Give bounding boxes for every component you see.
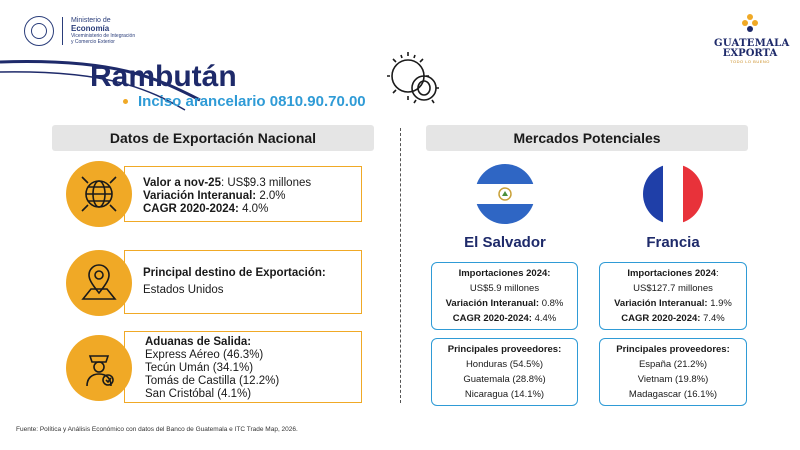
ministry-line2: Economía [71,24,110,33]
markets-header: Mercados Potenciales [426,125,748,151]
destination-label: Principal destino de Exportación: [143,267,326,279]
export-value-value: : US$9.3 millones [220,177,312,189]
cagr-value: 7.4% [700,313,725,324]
export-value-card [124,166,362,222]
imports-value: US$5.9 millones [469,283,540,294]
ministry-line4: y Comercio Exterior [71,39,115,45]
page-title: Rambután [90,60,237,93]
country-name: El Salvador [464,234,546,251]
el-salvador-flag [475,164,535,224]
ministry-line3: Viceministerio de Integración [71,33,136,39]
guatemala-exporta-logo [714,12,790,64]
source-footnote: Fuente: Política y Análisis Económico con datos del Banco de Guatemala e ITC Trade Map, 2026. [16,426,298,433]
brand-line1: GUATEMALA [714,38,790,49]
country-name: Francia [646,234,700,251]
supplier-item: España (21.2%) [638,359,708,370]
customs-label: Aduanas de Salida: [145,336,252,348]
imports-label: Importaciones 2024 [627,268,717,279]
cagr-label: CAGR 2020-2024: [452,313,532,324]
map-pin-icon [77,261,121,305]
market-suppliers-box [599,338,747,406]
market-stats-box: Importaciones 2024: US$127.7 millones Variación Interanual: 1.9% CAGR 2020-2024: 7.4% [599,262,747,330]
map-pin-icon-circle [66,250,132,316]
customs-icon-circle [66,335,132,401]
page-subtitle: Inciso arancelario 0810.90.70.00 [138,93,366,110]
customs-item: San Cristóbal (4.1%) [145,388,252,400]
brand-mark-icon [739,12,761,34]
rambutan-icon [386,48,442,108]
variation-value: 0.8% [539,298,564,309]
export-cagr-value: 4.0% [238,203,269,215]
customs-item: Tomás de Castilla (12.2%) [145,375,280,387]
export-value-row [143,177,361,190]
imports-label: Importaciones 2024: [458,268,551,279]
export-data-header: Datos de Exportación Nacional [52,125,374,151]
export-cagr-label: CAGR 2020-2024: [143,203,239,215]
globe-icon-circle [66,161,132,227]
customs-item: Express Aéreo (46.3%) [145,349,264,361]
cagr-label: CAGR 2020-2024: [621,313,701,324]
export-value-label: Valor a nov-25 [143,177,221,189]
subtitle-bullet [123,99,128,104]
france-flag [643,164,703,224]
variation-label: Variación Interanual: [445,298,540,309]
supplier-item: Guatemala (28.8%) [463,374,546,385]
supplier-item: Vietnam (19.8%) [637,374,709,385]
destination-card [124,250,362,314]
section-divider [400,128,401,403]
brand-line3: TODO LO BUENO [730,59,770,64]
export-cagr-row [143,203,361,216]
ministry-logo [24,16,135,46]
guatemala-seal-icon [24,16,54,46]
export-variation-value: 2.0% [256,190,286,202]
market-suppliers-box [431,338,578,406]
destination-value: Estados Unidos [143,284,224,296]
export-variation-row [143,190,361,203]
supplier-item: Madagascar (16.1%) [628,389,718,400]
supplier-item: Nicaragua (14.1%) [464,389,545,400]
variation-value: 1.9% [707,298,732,309]
cagr-value: 4.4% [531,313,557,324]
customs-card [124,331,362,403]
variation-label: Variación Interanual: [614,298,708,309]
ministry-line1: Ministerio de [71,17,111,24]
customs-officer-icon [77,346,121,390]
market-stats-box [431,262,578,330]
suppliers-label: Principales proveedores: [447,344,562,355]
suppliers-label: Principales proveedores: [616,344,730,355]
export-variation-label: Variación Interanual: [143,190,257,202]
customs-item: Tecún Umán (34.1%) [145,362,254,374]
brand-line2: EXPORTA [722,48,778,59]
imports-value: US$127.7 millones [633,283,713,294]
globe-icon [77,172,121,216]
supplier-item: Honduras (54.5%) [465,359,544,370]
